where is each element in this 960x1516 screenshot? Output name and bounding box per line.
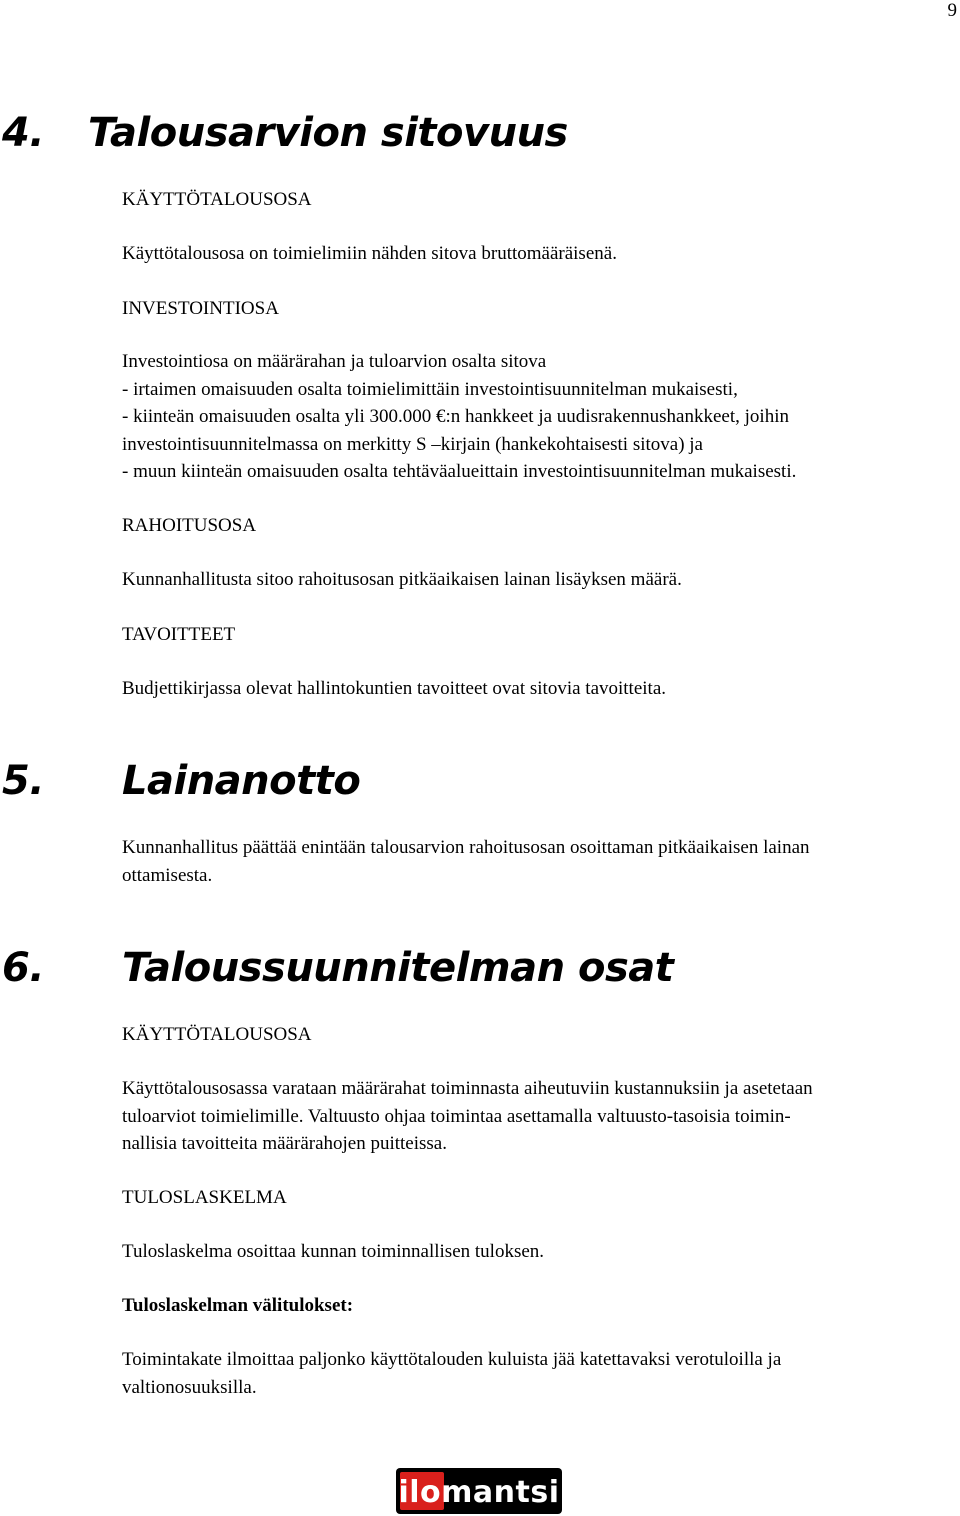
kayttotalousosa-6-text xyxy=(122,1075,958,1158)
page-number: 9 xyxy=(947,0,957,21)
valitulokset-heading: Tuloslaskelman välitulokset: xyxy=(122,1295,354,1316)
tuloslaskelma-text: Tuloslaskelma osoittaa kunnan toiminnallisen tuloksen. xyxy=(122,1241,545,1262)
logo-wordmark: ilomantsi xyxy=(398,1475,560,1510)
valitulokset-line: Toimintakate ilmoittaa paljonko käyttötalouden kuluista jää katettavaksi verotuloilla ja xyxy=(122,1349,782,1370)
tavoitteet-heading: TAVOITTEET xyxy=(122,624,236,645)
investointiosa-line: - muun kiinteän omaisuuden osalta tehtäväalueittain investointisuunnitelman mukaisesti. xyxy=(122,461,797,482)
rahoitusosa-heading: RAHOITUSOSA xyxy=(122,515,257,536)
tuloslaskelma-heading: TULOSLASKELMA xyxy=(122,1187,287,1208)
investointiosa-heading: INVESTOINTIOSA xyxy=(122,298,279,319)
lainanotto-text xyxy=(122,834,958,889)
rahoitusosa-text: Kunnanhallitusta sitoo rahoitusosan pitkäaikaisen lainan lisäyksen määrä. xyxy=(122,569,682,590)
investointiosa-line: investointisuunnitelmassa on merkitty S –kirjain (hankekohtaisesti sitova) ja xyxy=(122,433,703,455)
section-5-title: Lainanotto xyxy=(122,758,361,804)
kayttotalousosa-text: Käyttötalousosa on toimielimiin nähden sitova bruttomääräisenä. xyxy=(122,243,617,264)
investointiosa-line: Investointiosa on määrärahan ja tuloarvion osalta sitova xyxy=(122,351,547,372)
section-6-title: Taloussuunnitelman osat xyxy=(122,945,674,991)
lainanotto-line: ottamisesta. xyxy=(122,864,213,886)
kayttotalousosa-6-heading: KÄYTTÖTALOUSOSA xyxy=(122,1024,312,1045)
kayttotalousosa-heading: KÄYTTÖTALOUSOSA xyxy=(122,189,312,210)
ilomantsi-logo xyxy=(396,1468,562,1514)
investointiosa-line: - irtaimen omaisuuden osalta toimielimittäin investointisuunnitelman mukaisesti, xyxy=(122,378,738,400)
kayttotalousosa-6-line: Käyttötalousosassa varataan määrärahat toiminnasta aiheutuviin kustannuksiin ja asetetaan xyxy=(122,1078,813,1099)
section-4-title: Talousarvion sitovuus xyxy=(88,110,568,156)
kayttotalousosa-6-line: nallisia tavoitteita määrärahojen puitteissa. xyxy=(122,1133,447,1154)
section-4-number: 4. xyxy=(2,110,45,156)
investointiosa-text xyxy=(122,348,958,486)
valitulokset-line: valtionosuuksilla. xyxy=(122,1376,257,1398)
tavoitteet-text: Budjettikirjassa olevat hallintokuntien tavoitteet ovat sitovia tavoitteita. xyxy=(122,678,667,699)
section-6-number: 6. xyxy=(2,945,45,991)
valitulokset-text xyxy=(122,1346,958,1401)
section-5-number: 5. xyxy=(2,758,45,804)
kayttotalousosa-6-line: tuloarviot toimielimille. Valtuusto ohjaa toimintaa asettamalla valtuusto-tasoisia toimin- xyxy=(122,1105,791,1127)
investointiosa-line: - kiinteän omaisuuden osalta yli 300.000 €:n hankkeet ja uudisrakennushankkeet, joihin xyxy=(122,406,789,427)
lainanotto-line: Kunnanhallitus päättää enintään talousarvion rahoitusosan osoittaman pitkäaikaisen lainan xyxy=(122,837,810,858)
